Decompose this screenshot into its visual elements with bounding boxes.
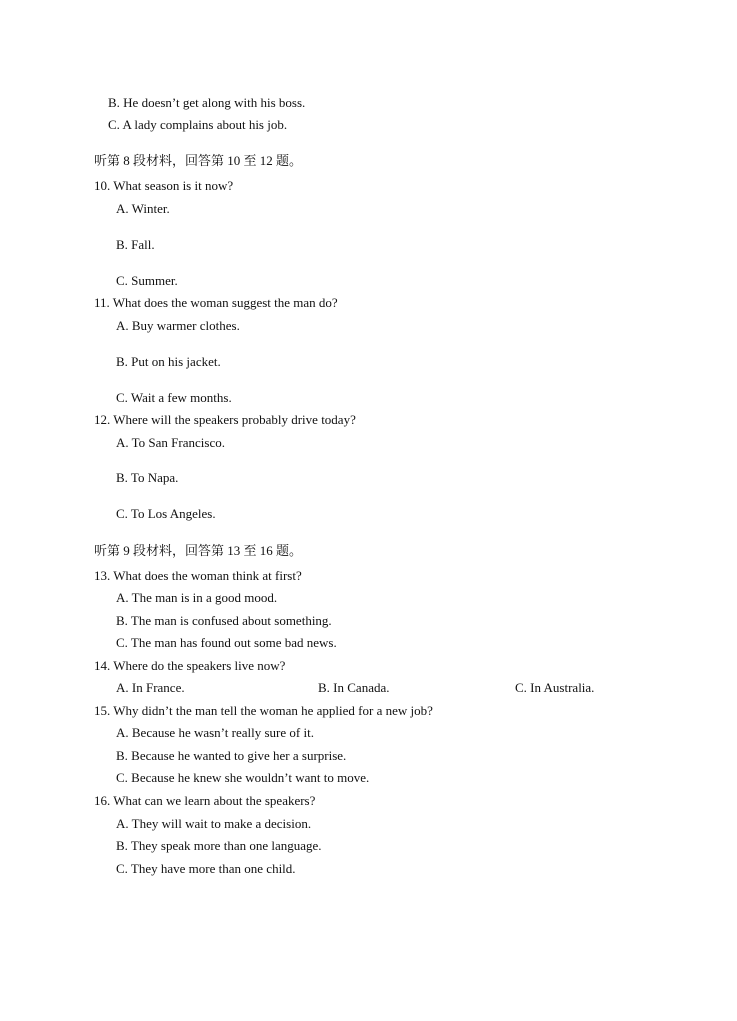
question-15-option-a: A. Because he wasn’t really sure of it. xyxy=(116,725,314,740)
question-14-option-c: C. In Australia. xyxy=(515,680,595,695)
question-11-stem: 11. What does the woman suggest the man do? xyxy=(94,295,338,310)
question-15-stem: 15. Why didn’t the man tell the woman he applied for a new job? xyxy=(94,703,433,718)
question-10-option-b: B. Fall. xyxy=(116,237,155,252)
question-14-stem: 14. Where do the speakers live now? xyxy=(94,658,286,673)
question-16-stem: 16. What can we learn about the speakers? xyxy=(94,793,316,808)
question-13-option-c: C. The man has found out some bad news. xyxy=(116,635,337,650)
question-10-stem: 10. What season is it now? xyxy=(94,178,234,193)
question-14-option-a: A. In France. xyxy=(116,680,185,695)
question-13-stem: 13. What does the woman think at first? xyxy=(94,568,302,583)
question-10-option-a: A. Winter. xyxy=(116,201,170,216)
question-16-option-c: C. They have more than one child. xyxy=(116,861,296,876)
question-11-option-a: A. Buy warmer clothes. xyxy=(116,318,240,333)
section-8-heading: 听第 8 段材料，回答第 10 至 12 题。 xyxy=(94,153,303,168)
question-11-option-b: B. Put on his jacket. xyxy=(116,354,221,369)
question-10-option-c: C. Summer. xyxy=(116,273,178,288)
option-c-q9: C. A lady complains about his job. xyxy=(108,117,288,132)
question-11-option-c: C. Wait a few months. xyxy=(116,390,232,405)
question-12-stem: 12. Where will the speakers probably drive today? xyxy=(94,412,356,427)
question-14-option-b: B. In Canada. xyxy=(318,680,390,695)
question-13-option-b: B. The man is confused about something. xyxy=(116,613,332,628)
question-12-option-b: B. To Napa. xyxy=(116,470,179,485)
option-b-q9: B. He doesn’t get along with his boss. xyxy=(108,95,306,110)
question-12-option-c: C. To Los Angeles. xyxy=(116,506,216,521)
question-16-option-a: A. They will wait to make a decision. xyxy=(116,816,312,831)
section-9-heading: 听第 9 段材料，回答第 13 至 16 题。 xyxy=(94,543,303,558)
question-15-option-c: C. Because he knew she wouldn’t want to move. xyxy=(116,770,370,785)
question-16-option-b: B. They speak more than one language. xyxy=(116,838,322,853)
question-12-option-a: A. To San Francisco. xyxy=(116,435,225,450)
question-13-option-a: A. The man is in a good mood. xyxy=(116,590,278,605)
question-15-option-b: B. Because he wanted to give her a surprise. xyxy=(116,748,347,763)
